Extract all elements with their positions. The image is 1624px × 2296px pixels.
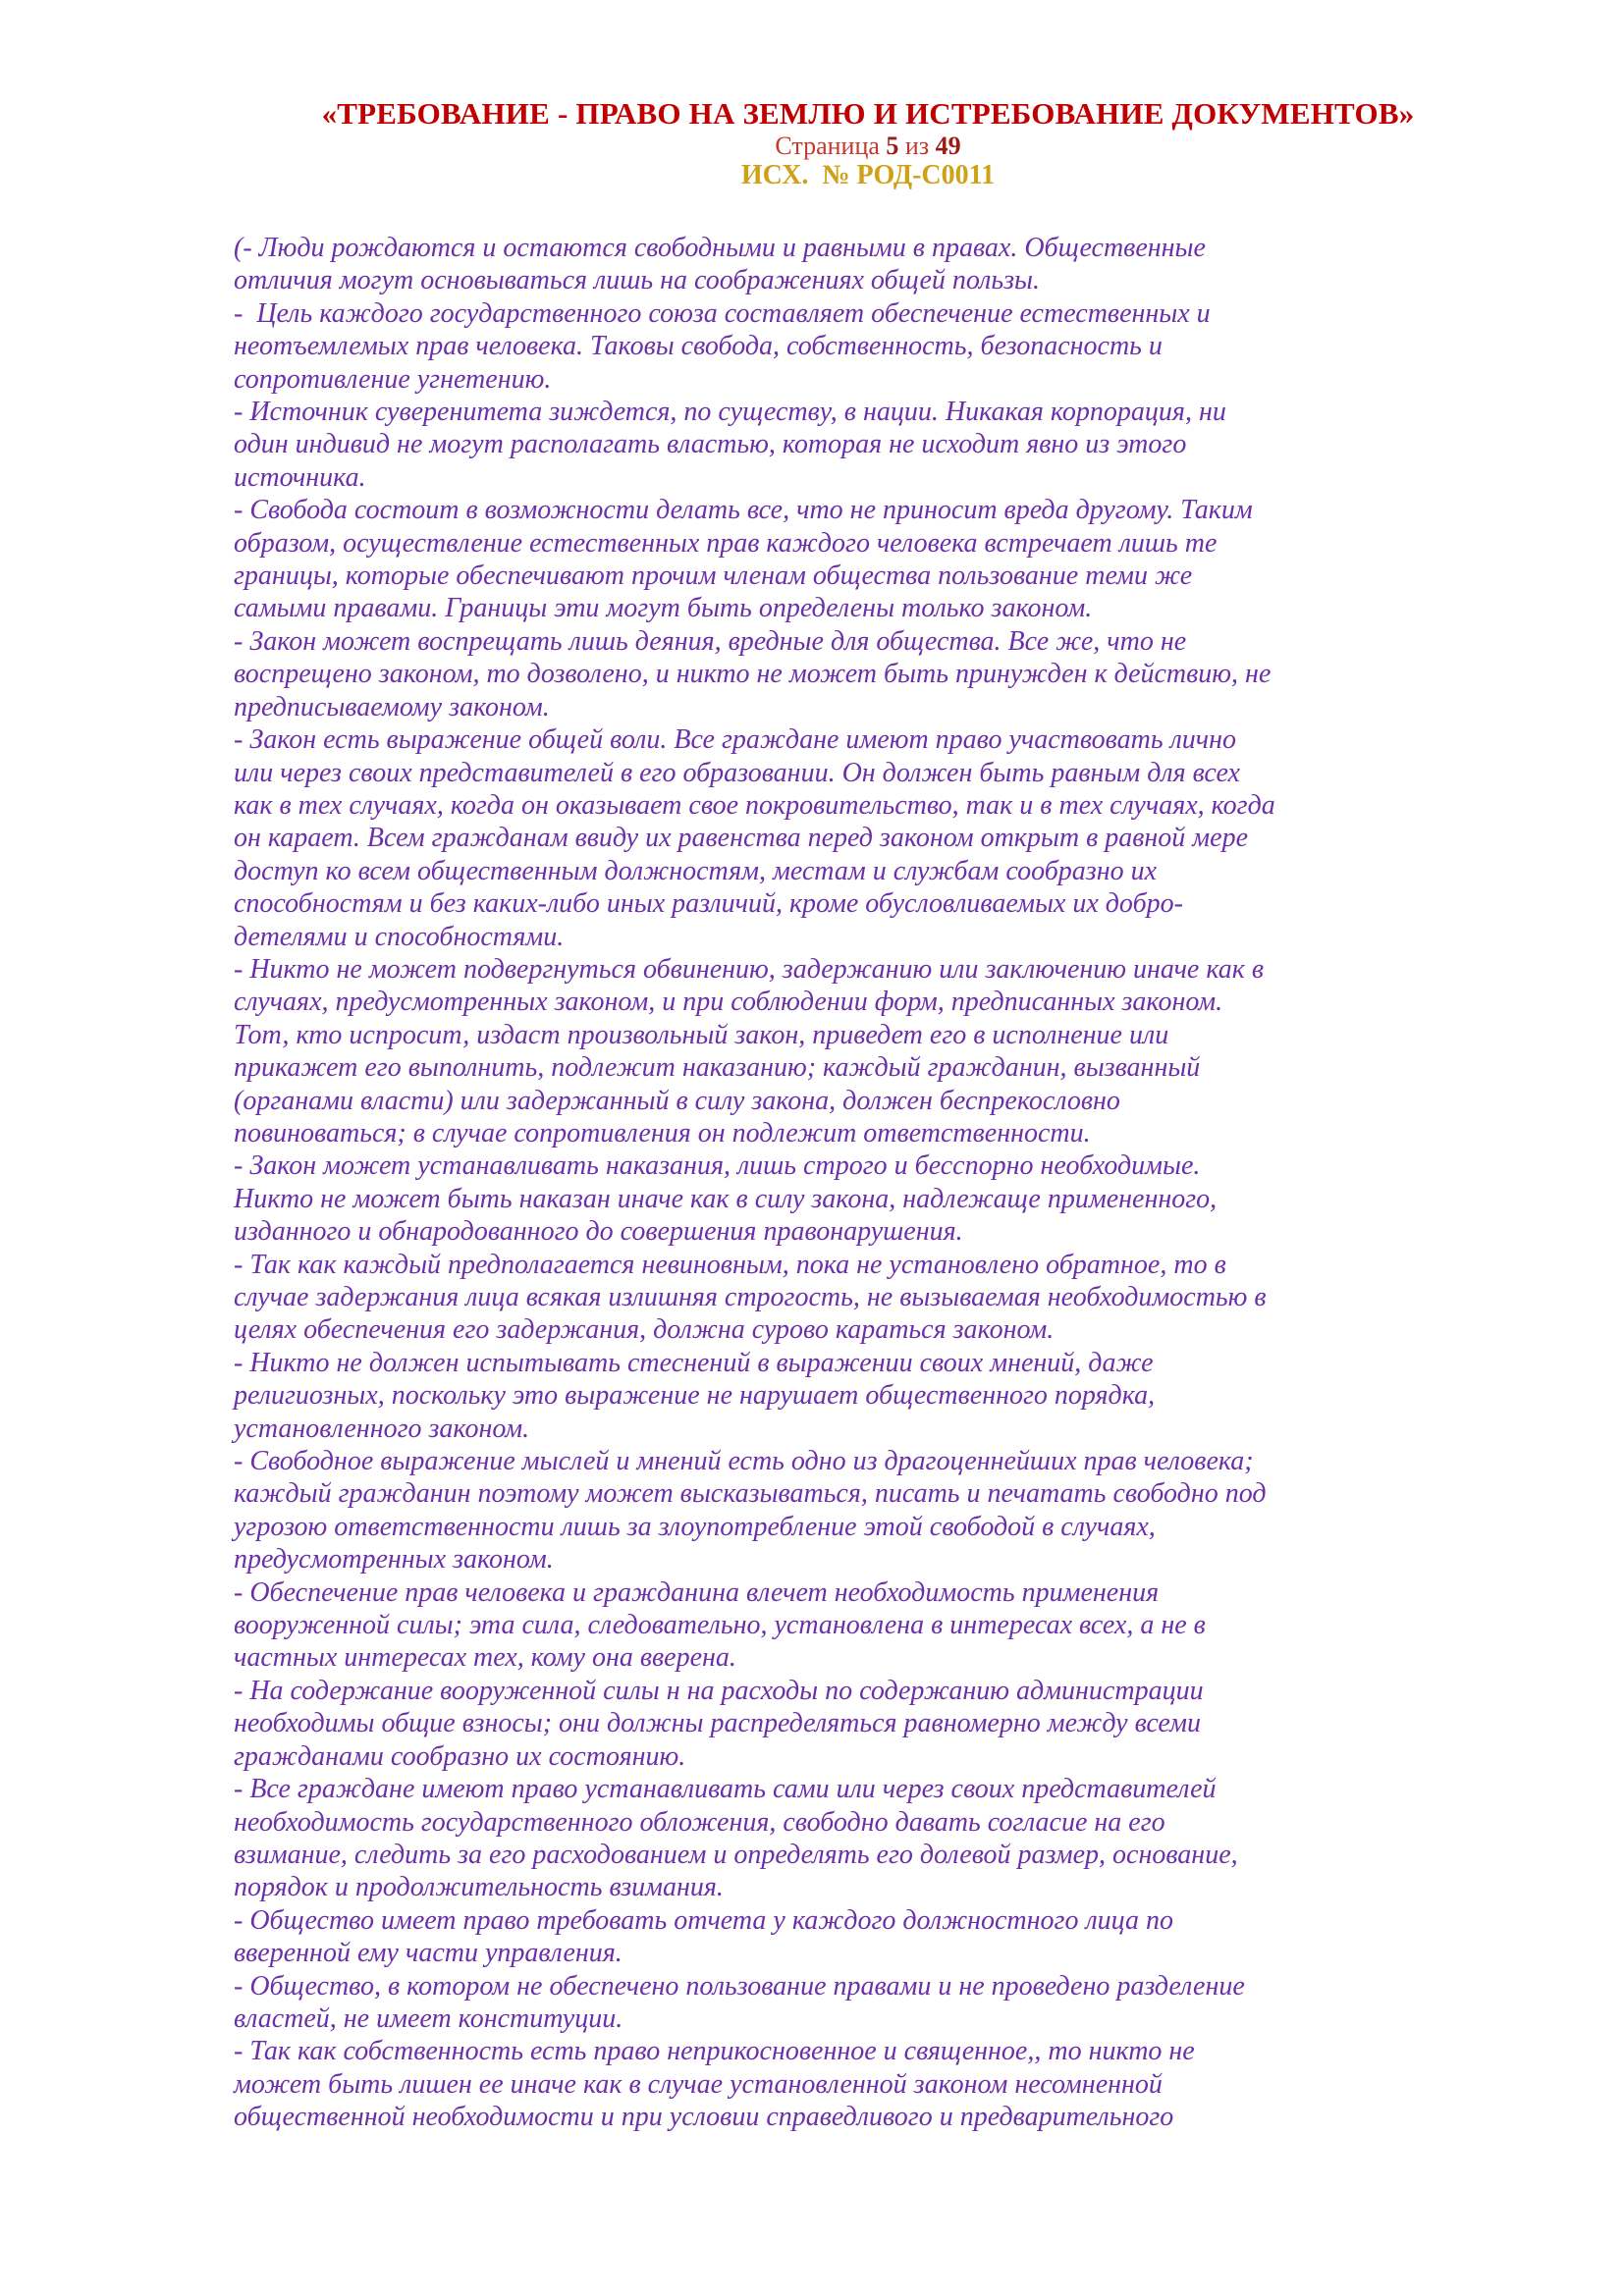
document-line: целях обеспечения его задержания, должна сурово караться законом. bbox=[234, 1314, 1055, 1346]
document-line: изданного и обнародованного до совершения правонарушения. bbox=[234, 1216, 963, 1248]
document-line: - Никто не должен испытывать стеснений в выражении своих мнений, даже bbox=[234, 1347, 1154, 1378]
document-line: или через своих представителей в его образовании. Он должен быть равным для всех bbox=[234, 757, 1240, 788]
page-of-label: из bbox=[904, 132, 930, 160]
page-total: 49 bbox=[935, 132, 961, 160]
document-line: Никто не может быть наказан иначе как в силу закона, надлежаще примененного, bbox=[234, 1183, 1218, 1214]
document-header bbox=[234, 96, 1502, 190]
document-line: каждый гражданин поэтому может высказываться, писать и печатать свободно под bbox=[234, 1478, 1267, 1510]
page-indicator bbox=[234, 132, 1502, 161]
document-line: случае задержания лица всякая излишняя строгость, не вызываемая необходимостью в bbox=[234, 1282, 1267, 1312]
document-line: - Источник суверенитета зиждется, по существу, в нации. Никакая корпорация, ни bbox=[234, 397, 1226, 428]
document-line: случаях, предусмотренных законом, и при соблюдении форм, предписанных законом. bbox=[234, 987, 1223, 1018]
page-number: 5 bbox=[886, 132, 899, 160]
document-line: угрозою ответственности лишь за злоупотребление этой свободой в случаях, bbox=[234, 1511, 1156, 1542]
document-line: детелями и способностями. bbox=[234, 921, 565, 952]
document-line: - Закон может устанавливать наказания, лишь строго и бесспорно необходимые. bbox=[234, 1150, 1201, 1182]
document-line: границы, которые обеспечивают прочим членам общества пользование теми же bbox=[234, 561, 1193, 592]
document-body bbox=[234, 232, 1502, 2134]
document-line: вверенной ему части управления. bbox=[234, 1938, 623, 1969]
document-line: повиноваться; в случае сопротивления он подлежит ответственности. bbox=[234, 1117, 1091, 1148]
document-line: - Так как собственность есть право неприкосновенное и священное,, то никто не bbox=[234, 2036, 1195, 2067]
document-line: воспрещено законом, то дозволено, и никто не может быть принужден к действию, не bbox=[234, 659, 1272, 690]
document-line: религиозных, поскольку это выражение не нарушает общественного порядка, bbox=[234, 1380, 1156, 1412]
document-line: необходимость государственного обложения, свободно давать согласие на его bbox=[234, 1806, 1165, 1838]
document-line: - Закон есть выражение общей воли. Все граждане имеют право участвовать лично bbox=[234, 724, 1237, 756]
document-line: - Закон может воспрещать лишь деяния, вредные для общества. Все же, что не bbox=[234, 625, 1187, 657]
ref-number: ИСХ. № РОД-С0011 bbox=[740, 160, 996, 190]
document-line: частных интересах тех, кому она вверена. bbox=[234, 1642, 736, 1674]
document-line: как в тех случаях, когда он оказывает свое покровительство, так и в тех случаях, когда bbox=[234, 789, 1275, 821]
document-line: вооруженной силы; эта сила, следовательно, установлена в интересах всех, а не в bbox=[234, 1610, 1206, 1641]
document-line: способностям и без каких-либо иных различий, кроме обусловливаемых их добро- bbox=[234, 888, 1183, 920]
document-line: прикажет его выполнить, подлежит наказанию; каждый гражданин, вызванный bbox=[234, 1052, 1201, 1084]
document-line: (органами власти) или задержанный в силу закона, должен беспрекословно bbox=[234, 1085, 1120, 1116]
document-line: предписываемому законом. bbox=[234, 691, 550, 722]
document-line: - Общество имеет право требовать отчета у каждого должностного лица по bbox=[234, 1904, 1174, 1936]
document-line: один индивид не могут располагать властью, которая не исходит явно из этого bbox=[234, 429, 1187, 460]
document-page bbox=[234, 0, 1502, 2296]
document-line: гражданами сообразно их состоянию. bbox=[234, 1740, 686, 1772]
document-line: взимание, следить за его расходованием и определять его долевой размер, основание, bbox=[234, 1839, 1238, 1870]
document-line: - Никто не может подвергнуться обвинению, задержанию или заключению иначе как в bbox=[234, 953, 1265, 985]
page-label: Страница bbox=[775, 132, 880, 160]
document-line: отличия могут основываться лишь на соображениях общей пользы. bbox=[234, 265, 1041, 296]
document-line: образом, осуществление естественных прав каждого человека встречает лишь те bbox=[234, 527, 1218, 559]
document-line: - Все граждане имеют право устанавливать сами или через своих представителей bbox=[234, 1774, 1217, 1805]
document-line: - Обеспечение прав человека и гражданина влечет необходимость применения bbox=[234, 1576, 1160, 1608]
document-line: - На содержание вооруженной силы н на расходы по содержанию администрации bbox=[234, 1675, 1204, 1706]
document-line: он карает. Всем гражданам ввиду их равенства перед законом открыт в равной мере bbox=[234, 823, 1249, 854]
document-line: - Цель каждого государственного союза составляет обеспечение естественных и bbox=[234, 297, 1211, 329]
document-line: - Общество, в котором не обеспечено пользование правами и не проведено разделение bbox=[234, 1970, 1245, 2002]
document-line: - Так как каждый предполагается невиновным, пока не установлено обратное, то в bbox=[234, 1249, 1226, 1280]
document-line: сопротивление угнетению. bbox=[234, 363, 552, 395]
document-line: источника. bbox=[234, 461, 366, 493]
document-line: неотъемлемых прав человека. Таковы свобода, собственность, безопасность и bbox=[234, 331, 1163, 362]
document-line: общественной необходимости и при условии справедливого и предварительного bbox=[234, 2102, 1174, 2133]
document-line: установленного законом. bbox=[234, 1413, 530, 1444]
document-line: - Свобода состоит в возможности делать все, что не приносит вреда другому. Таким bbox=[234, 495, 1253, 526]
document-line: Тот, кто испросит, издаст произвольный закон, приведет его в исполнение или bbox=[234, 1019, 1169, 1050]
document-line: доступ ко всем общественным должностям, местам и службам сообразно их bbox=[234, 855, 1158, 886]
document-line: властей, не имеет конституции. bbox=[234, 2002, 623, 2034]
document-line: порядок и продолжительность взимания. bbox=[234, 1872, 724, 1903]
doc-title: «ТРЕБОВАНИЕ - ПРАВО НА ЗЕМЛЮ И ИСТРЕБОВАНИЕ ДОКУМЕНТОВ» bbox=[321, 96, 1415, 131]
document-line: необходимы общие взносы; они должны распределяться равномерно между всеми bbox=[234, 1708, 1202, 1739]
document-line: может быть лишен ее иначе как в случае установленной законом несомненной bbox=[234, 2068, 1163, 2100]
document-line: самыми правами. Границы эти могут быть определены только законом. bbox=[234, 593, 1093, 624]
document-line: (- Люди рождаются и остаются свободными и равными в правах. Общественные bbox=[234, 233, 1206, 263]
document-line: - Свободное выражение мыслей и мнений есть одно из драгоценнейших прав человека; bbox=[234, 1446, 1254, 1477]
document-line: предусмотренных законом. bbox=[234, 1544, 554, 1575]
